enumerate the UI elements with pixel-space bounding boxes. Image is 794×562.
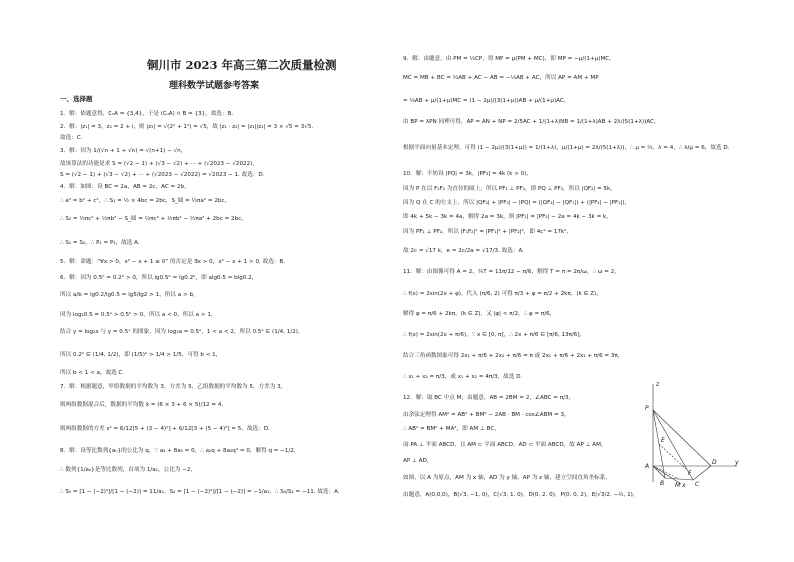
right-text-line: ∴ x₁ + x₂ = π/3，或 x₁ + x₂ = 4π/3，故选 D. (403, 374, 523, 380)
right-text-line: 10．解：不妨设 |PQ| = 3k，|PF₂| = 4k (k > 0)， (403, 171, 533, 177)
label-b: B (660, 480, 665, 487)
left-text-line: ∴ 数列{1/aₙ}是等比数列，首项为 1/a₁，公比为 −2， (60, 467, 196, 473)
left-text-line: 8．解：设等比数列{aₙ}的公比为 q，∵ a₂ + 8a₅ = 0，∴ a₂q + 8a₂q⁴ = 0，解得 q = −1/2， (60, 448, 300, 454)
label-c: C (695, 481, 700, 488)
left-text-line: 则两组数据的方差 s² = 6/12[5 + (3 − 4)²] + 6/12[3 + (5 − 4)²] = 5，故选：D. (60, 426, 270, 432)
right-text-line: 9．解：由题意，由 PM = ⅓CP，得 MP = μ(PM + MC)，即 MP = −μ/(1+μ)MC， (403, 56, 615, 62)
page-title: 铜川市 2023 年高三第二次质量检测 (147, 58, 337, 72)
left-text-line: 故该算法的功能是求 S = (√2 − 1) + (√3 − √2) + ··· + (√2023 − √2022)， (60, 161, 258, 167)
left-text-line: 6．解：因为 0.5ᵇ = 0.2ᵇ > 0，所以 lg0.5ᵇ = lg0.2ᵇ，即 alg0.5 = blg0.2， (60, 275, 258, 281)
segment-am (653, 466, 679, 479)
left-text-line: 则两组数据混合后，数据的平均数 x̄ = (6 × 3 + 6 × 5)/12 = 4， (60, 402, 227, 408)
right-text-line: 因为 Q 在 C 的左支上，所以 |QF₂| + |PF₂| − |PQ| = (|QF₂| − |QF₁|) + (|PF₂| − |PF₁|)， (403, 200, 631, 206)
left-text-line: 所以 a/b = lg0.2/lg0.5 = lg5/lg2 > 1，所以 a > b， (60, 292, 199, 298)
left-text-line: 4．解：如图：设 BC = 2a，AB = 2c，AC = 2b， (60, 184, 190, 190)
left-text-line: 5．解：命题：“∀x > 0，x² − x + 1 ≤ 0” 的否定是 ∃x > 0，x² − x + 1 > 0. 故选：B. (60, 259, 285, 265)
right-text-line: ∴ f(x) = 2sin(2x + π/6)，∵ x ∈ [0, π]，∴ 2x + π/6 ∈ [π/6, 13π/6]， (403, 332, 586, 338)
left-text-line: 故选：C. (60, 135, 83, 141)
edge-cd (693, 466, 711, 480)
left-text-line: S = (√2 − 1) + (√3 − √2) + ··· + (√2023 − √2022) = √2023 − 1. 故选：D. (60, 172, 265, 178)
right-text-line: 由题意，A(0,0,0)，B(√3, −1, 0)，C(√3, 1, 0)，D(0, 2, 0)，P(0, 0, 2)，E(√3/2, −½, 1)， (403, 492, 639, 498)
geometry-figure (641, 380, 743, 488)
left-text-line: ∴ S₂ = ½πc² + ½πb² − S_圆 = ½πc² + ½πb² − ½πa² + 2bc = 2bc， (60, 216, 247, 222)
left-text-line: 结合 y = log₂x 与 y = 0.5ˣ 的图象，因为 log₂a = 0.5ᵃ，1 < a < 2，所以 0.5ᵃ ∈ (1/4, 1/2)， (60, 329, 304, 335)
left-text-line: 所以 b < 1 < a，故选 C. (60, 370, 125, 376)
right-text-line: AP ⊥ AD， (403, 458, 433, 464)
left-text-line: 1．解：依题意得，∁ᵤA = {3,4}，于是 (∁ᵤA) ∩ B = {3}，故选：B. (60, 111, 234, 117)
right-text-line: = ⅓AB + μ/(1+μ)MC = (1 − 2μ)/(3(1+μ))AB + μ/(1+μ)AC， (403, 98, 570, 104)
left-text-line: 因为 log₂0.5 = 0.5ᵃ > 0.5ᵇ > 0，所以 a < 0，所以 a > 1， (60, 312, 217, 318)
right-text-line: 由 BP = λPN 同理可得，AP = AN + NP = 2/5AC + 1/(1+λ)NB = 1/(1+λ)AB + 2λ/(5(1+λ))AC， (403, 119, 660, 125)
label-f: F (688, 470, 692, 477)
left-text-line: 所以 0.2ᵇ ∈ (1/4, 1/2)，即 (1/5)ᵇ > 1/4 > 1/5，可得 b < 1， (60, 352, 222, 358)
right-text-line: 解得 φ = π/6 + 2kπ，(k ∈ Z)，又 |φ| < π/2，∴ φ = π/6， (403, 311, 556, 317)
right-text-line: 根据平面向量基本定理，可得 (1 − 2μ)/(3(1+μ)) = 1/(1+λ)，μ/(1+μ) = 2λ/(5(1+λ))，∴ μ = ⅔，λ = 4，∴ λ/μ = 6，故选 D. (403, 145, 730, 151)
right-text-line: 11．解：由图像可得 A = 2，¾T = 11π/12 − π/6，解得 T = π = 2π/ω，∴ ω = 2， (403, 269, 620, 275)
label-d: D (712, 459, 717, 466)
label-m: M (675, 482, 681, 488)
right-text-line: 故 2c = √17 k，e = 2c/2a = √17/3. 故选：A. (403, 248, 524, 254)
left-text-line: ∴ S₅ = [1 − (−2)⁵]/[1 − (−2)] = 11/a₁，S₂ = [1 − (−2)²]/[1 − (−2)] = −1/a₁，∴ S₅/S₂ = −11. 故选：A. (60, 489, 340, 495)
right-text-line: 而 PA ⊥ 平面 ABCD，且 AM ⊂ 平面 ABCD，AD ⊂ 平面 ABCD，故 AP ⊥ AM， (403, 442, 607, 448)
left-text-line: 7．解：根据题意，甲组数据的平均数为 3，方差为 5，乙组数据的平均数为 5，方差为 3， (60, 384, 287, 390)
page-subtitle: 理科数学试题参考答案 (169, 81, 260, 91)
label-e: E (661, 437, 665, 444)
label-a: A (645, 463, 650, 470)
label-p: P (645, 405, 649, 412)
label-x: x (682, 482, 686, 488)
right-text-line: 12．解：取 BC 中点 M，由题意，AB = 2BM = 2，∠ABC = π/3， (403, 395, 575, 401)
right-text-line: MC = MB + BC = ⅔AB + AC − AB = −⅓AB + AC，所以 AP = AM + MP (403, 75, 599, 81)
left-text-line: ∴ S₁ = S₂，∴ P₁ = P₂，故选 A. (60, 240, 140, 246)
right-text-line: 因为 P 在以 F₁F₂ 为直径的圆上，所以 PF₁ ⊥ PF₂，即 PQ ⊥ PF₂，所以 |QF₂| = 5k， (403, 186, 616, 192)
left-text-line: 3．解：因为 1/(√n + 1 + √n) = √(n+1) − √n， (60, 148, 187, 154)
section-heading: 一、选择题 (60, 95, 93, 103)
label-y: y (735, 459, 739, 466)
right-text-line: 结合三角函数图象可得 2x₁ + π/6 + 2x₂ + π/6 = π 或 2x₁ + π/6 + 2x₂ + π/6 = 3π， (403, 353, 624, 359)
right-text-line: ∴ AB² = BM² + MA²，即 AM ⊥ BC， (403, 426, 500, 432)
right-text-line: 如图，以 A 为原点，AM 为 x 轴，AD 为 y 轴，AP 为 z 轴，建立空间直角坐标系， (403, 475, 611, 481)
right-text-line: 因为 PF₁ ⊥ PF₂，所以 |F₁F₂|² = |PF₁|² + |PF₂|²，即 4c² = 17k²， (403, 229, 573, 235)
right-text-line: ∴ f(x) = 2sin(2x + φ)，代入 (π/6, 2) 可得 π/3 + φ = π/2 + 2kπ，(k ∈ Z)， (403, 291, 602, 297)
right-text-line: 即 4k + 5k − 3k = 4a，解得 2a = 3k，则 |PF₁| = |PF₂| − 2a = 4k − 3k = k， (403, 214, 612, 220)
left-text-line: ∴ a² = b² + c²，∴ S₁ = ½ × 4bc = 2bc，S_圆 = ½πa² = 2bc， (60, 198, 231, 204)
right-text-line: 由余弦定理得 AM² = AB² + BM² − 2AB · BM · cos∠ABM = 3， (403, 412, 570, 418)
label-z: z (656, 381, 660, 388)
left-text-line: 2．解：|z₁| = 3，z₂ = 2 + i，则 |z₂| = √(2² + 1²) = √5，故 |z₁ · z₂| = |z₁||z₂| = 3 × √5 = 3√5. (60, 124, 314, 130)
